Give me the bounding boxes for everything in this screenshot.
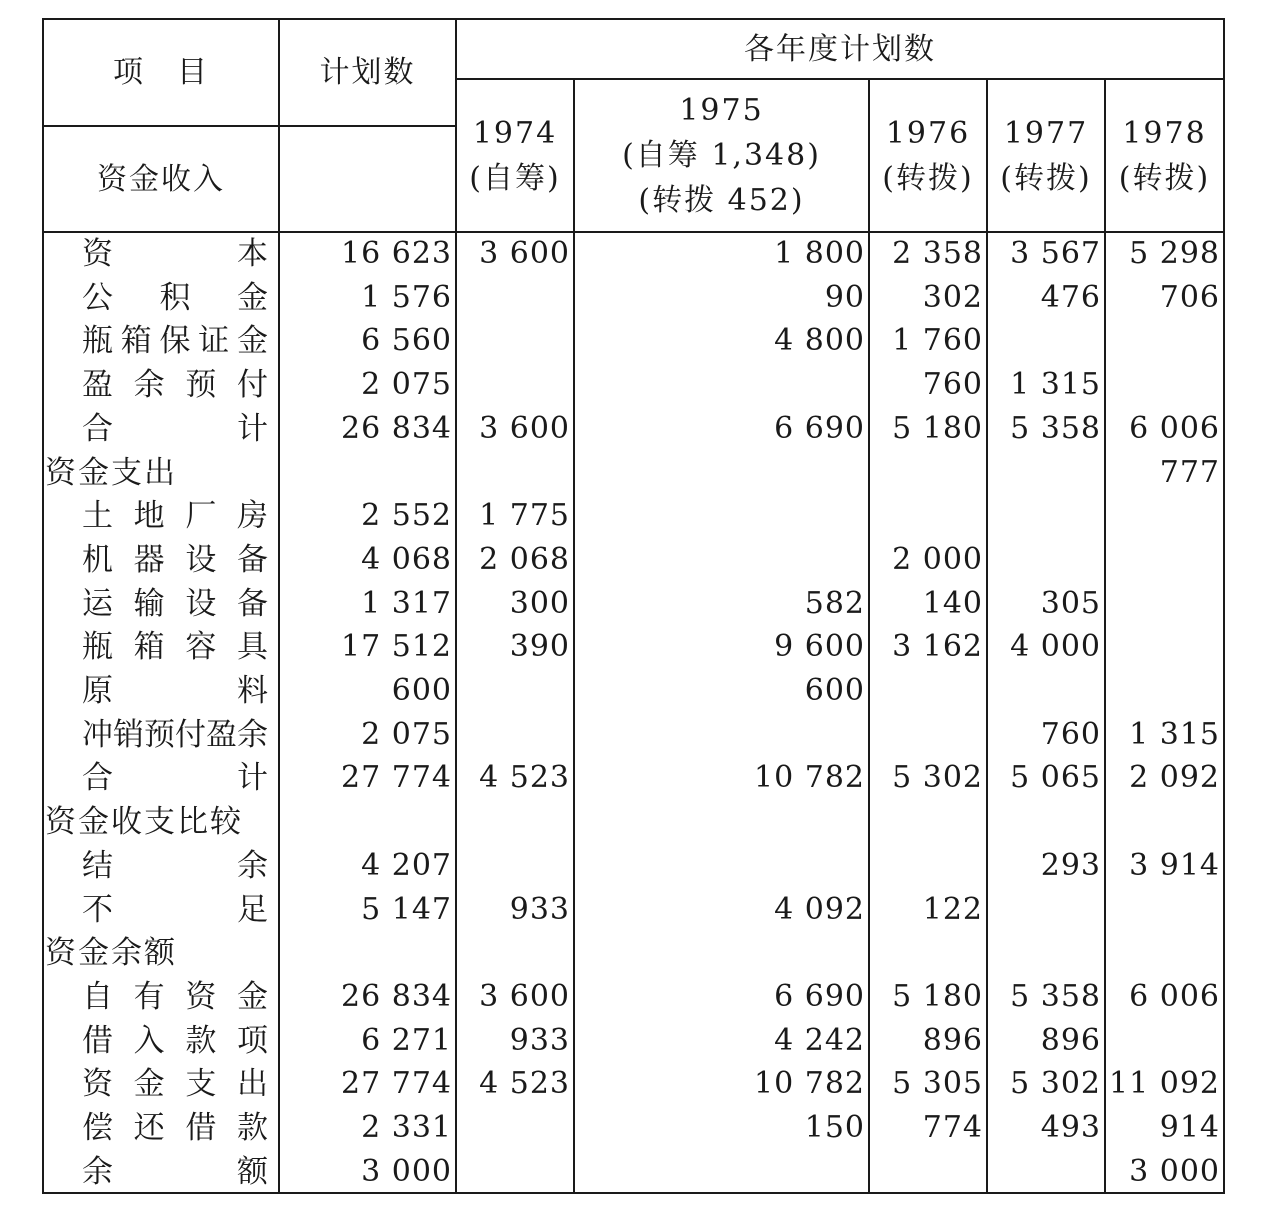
table-cell: 3 600 (479, 410, 570, 446)
table-cell: 10 782 (754, 1066, 865, 1102)
table-cell: 5 358 (1010, 410, 1101, 446)
table-cell (1106, 888, 1220, 932)
row-label: 机器设备 (82, 541, 268, 578)
table-cell: 760 (922, 367, 983, 403)
table-cell (1106, 800, 1220, 844)
table-cell (1106, 582, 1220, 626)
table-cell: 476 (1040, 279, 1101, 315)
item-header-label: 项 目 (113, 55, 209, 90)
year-note: (转拨 452) (638, 183, 805, 218)
table-cell (575, 1150, 865, 1194)
year-header-1978 (1106, 80, 1223, 231)
table-cell (1106, 931, 1220, 975)
row-label: 冲销预付盈余 (82, 716, 268, 753)
table-cell: 16 623 (341, 236, 452, 271)
table-cell: 2 068 (479, 541, 570, 577)
table-cell (988, 931, 1101, 975)
year-header-1974 (457, 80, 573, 231)
table-cell: 3 000 (1129, 1153, 1220, 1189)
table-cell (457, 713, 570, 757)
table-cell (988, 800, 1101, 844)
table-cell (988, 319, 1101, 363)
table-cell (1106, 538, 1220, 582)
table-cell: 1 576 (361, 279, 452, 315)
table-cell (1106, 669, 1220, 713)
table-cell: 600 (804, 673, 865, 708)
table-cell: 914 (1159, 1110, 1220, 1145)
table-cell (457, 319, 570, 363)
row-label: 合计 (82, 760, 268, 797)
table-cell: 777 (1159, 454, 1220, 490)
table-cell: 4 523 (479, 760, 570, 796)
table-cell: 293 (1040, 847, 1101, 883)
income-section-header (44, 127, 278, 231)
table-cell: 4 523 (479, 1066, 570, 1102)
table-cell: 5 302 (1010, 1066, 1101, 1102)
table-cell (870, 1150, 983, 1194)
plan-header-label: 计划数 (319, 55, 416, 90)
table-cell (575, 363, 865, 407)
table-cell: 3 914 (1129, 847, 1220, 883)
item-header (44, 20, 278, 125)
table-cell: 4 242 (774, 1022, 865, 1058)
table-cell: 3 000 (361, 1153, 452, 1189)
row-label: 结余 (82, 847, 268, 884)
table-cell (280, 800, 452, 844)
table-cell: 493 (1040, 1110, 1101, 1145)
year-note: (转拨) (1000, 160, 1092, 196)
table-cell: 1 315 (1010, 367, 1101, 403)
year-label: 1977 (1003, 115, 1089, 151)
table-cell: 3 567 (1010, 236, 1101, 271)
table-cell: 760 (1040, 716, 1101, 752)
row-label: 自有资金 (82, 978, 268, 1015)
table-cell (870, 451, 983, 495)
table-cell (457, 800, 570, 844)
year-header-1975 (575, 80, 868, 231)
table-cell: 2 000 (892, 541, 983, 577)
table-cell: 9 600 (774, 629, 865, 665)
row-label: 瓶箱容具 (82, 629, 268, 666)
table-cell (988, 1150, 1101, 1194)
table-cell: 122 (922, 891, 983, 927)
row-label: 资金支出 (82, 1066, 268, 1103)
table-cell: 6 271 (361, 1022, 452, 1058)
section-label: 资金支出 (45, 454, 177, 491)
table-cell: 933 (509, 891, 570, 927)
table-cell (457, 669, 570, 713)
table-cell: 1 760 (892, 323, 983, 359)
table-cell: 2 092 (1129, 760, 1220, 796)
year-label: 1978 (1122, 115, 1207, 151)
row-label: 资本 (82, 236, 268, 272)
yearly-header-label: 各年度计划数 (744, 31, 936, 67)
table-cell (870, 713, 983, 757)
year-note: (自筹 1,348) (622, 138, 821, 173)
row-label: 不足 (82, 891, 268, 928)
table-cell: 6 560 (361, 323, 452, 359)
year-header-1977 (988, 80, 1104, 231)
table-cell: 5 298 (1129, 236, 1220, 271)
year-label: 1975 (679, 93, 764, 128)
table-cell: 6 690 (774, 410, 865, 446)
table-cell: 706 (1159, 279, 1220, 315)
table-cell: 302 (922, 279, 983, 315)
table-cell: 896 (922, 1022, 983, 1058)
table-cell (575, 494, 865, 538)
table-cell (988, 669, 1101, 713)
table-cell: 2 552 (361, 498, 452, 534)
table-cell (1106, 625, 1220, 669)
table-cell: 4 092 (774, 891, 865, 927)
year-note: (自筹) (469, 160, 561, 196)
table-cell (575, 931, 865, 975)
year-note: (转拨) (882, 160, 974, 196)
table-cell: 5 358 (1010, 978, 1101, 1014)
table-cell (870, 800, 983, 844)
row-label: 瓶箱保证金 (82, 323, 268, 360)
income-section-label: 资金收入 (97, 161, 225, 197)
table-cell: 1 317 (361, 585, 452, 621)
table-cell: 390 (509, 629, 570, 665)
table-cell (988, 494, 1101, 538)
table-cell: 582 (804, 585, 865, 621)
row-label: 盈余预付 (82, 367, 268, 404)
table-cell: 2 358 (892, 236, 983, 271)
row-label: 合计 (82, 410, 268, 447)
table-cell (870, 844, 983, 888)
table-cell: 1 775 (479, 498, 570, 534)
table-cell: 600 (391, 673, 452, 708)
yearly-header (457, 20, 1223, 78)
table-cell: 90 (824, 279, 865, 315)
table-cell (457, 1150, 570, 1194)
table-cell: 6 006 (1129, 978, 1220, 1014)
row-label: 偿还借款 (82, 1110, 268, 1146)
table-cell: 933 (509, 1022, 570, 1058)
row-label: 运输设备 (82, 585, 268, 622)
table-cell: 150 (804, 1110, 865, 1145)
year-note: (转拨) (1118, 160, 1211, 196)
table-cell (575, 538, 865, 582)
year-label: 1976 (885, 115, 971, 151)
table-cell (280, 451, 452, 495)
table-cell: 10 782 (754, 760, 865, 796)
table-cell (988, 451, 1101, 495)
row-label: 原料 (82, 673, 268, 709)
table-cell: 4 800 (774, 323, 865, 359)
row-label: 土地厂房 (82, 498, 268, 535)
table-cell (988, 888, 1101, 932)
table-cell (575, 451, 865, 495)
table-cell: 3 600 (479, 236, 570, 271)
table-cell: 6 006 (1129, 410, 1220, 446)
table-cell: 17 512 (341, 629, 452, 665)
table-cell (457, 451, 570, 495)
row-label: 借入款项 (82, 1022, 268, 1059)
table-cell (870, 669, 983, 713)
table-cell: 3 162 (892, 629, 983, 665)
table-cell: 11 092 (1109, 1066, 1220, 1102)
row-label: 公积金 (82, 279, 268, 316)
table-cell (870, 931, 983, 975)
table-cell (1106, 319, 1220, 363)
table-cell (575, 713, 865, 757)
row-label: 余额 (82, 1153, 268, 1190)
table-cell (575, 844, 865, 888)
year-label: 1974 (472, 115, 558, 151)
table-cell: 4 068 (361, 541, 452, 577)
year-header-1976 (870, 80, 986, 231)
plan-header (280, 20, 455, 125)
table-cell: 26 834 (341, 978, 452, 1014)
table-cell: 1 800 (774, 236, 865, 271)
table-cell: 27 774 (341, 1066, 452, 1102)
table-cell (1106, 1019, 1220, 1063)
table-cell: 5 147 (361, 891, 452, 927)
section-label: 资金余额 (45, 935, 177, 972)
table-cell: 2 331 (361, 1110, 452, 1145)
table-cell (457, 931, 570, 975)
table-cell (280, 931, 452, 975)
table-cell: 5 180 (892, 410, 983, 446)
table-cell: 5 302 (892, 760, 983, 796)
section-label: 资金收支比较 (45, 804, 243, 841)
table-cell: 27 774 (341, 760, 452, 796)
table-cell (457, 363, 570, 407)
table-cell: 2 075 (361, 367, 452, 403)
table-cell (1106, 363, 1220, 407)
table-cell: 5 065 (1010, 760, 1101, 796)
table-cell: 26 834 (341, 410, 452, 446)
table-cell (1106, 494, 1220, 538)
table-cell: 774 (922, 1110, 983, 1145)
table-cell: 5 305 (892, 1066, 983, 1102)
table-cell: 4 000 (1010, 629, 1101, 665)
table-cell (575, 800, 865, 844)
table-cell: 140 (922, 585, 983, 621)
table-cell: 1 315 (1129, 716, 1220, 752)
table-cell (457, 276, 570, 320)
table-cell (870, 494, 983, 538)
table-cell (988, 538, 1101, 582)
table-cell: 4 207 (361, 847, 452, 883)
table-cell: 2 075 (361, 716, 452, 752)
table-cell: 300 (509, 585, 570, 621)
table-cell (457, 1106, 570, 1150)
table-cell (457, 844, 570, 888)
table-cell: 6 690 (774, 978, 865, 1014)
table-cell: 5 180 (892, 978, 983, 1014)
table-cell: 305 (1040, 585, 1101, 621)
table-cell: 3 600 (479, 978, 570, 1014)
table-cell: 896 (1040, 1022, 1101, 1058)
